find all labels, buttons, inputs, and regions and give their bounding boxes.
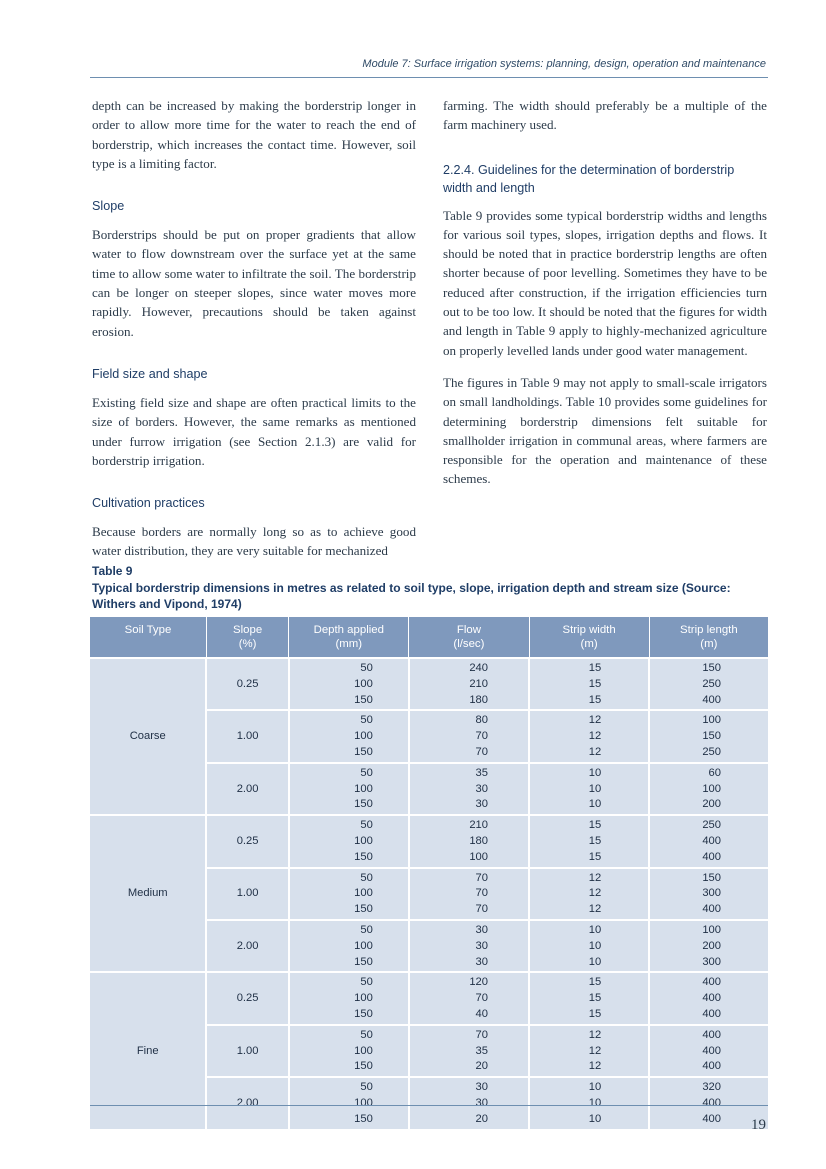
strip-length-cell-value: 400	[702, 1044, 721, 1057]
strip-width-cell-value: 10	[588, 939, 602, 952]
depth-cell-value: 150	[354, 955, 373, 968]
flow-cell-value: 120	[469, 976, 488, 989]
depth-cell-value: 150	[354, 1060, 373, 1073]
depth-cell-value: 50	[360, 1028, 373, 1041]
flow-cell-value: 30	[475, 798, 488, 811]
soil-type-cell: Medium	[90, 815, 206, 972]
strip-width-cell-value: 10	[588, 766, 602, 779]
strip-length-cell-value: 100	[702, 714, 721, 727]
strip-length-cell	[649, 658, 768, 710]
flow-cell-value: 70	[475, 1028, 488, 1041]
flow-cell-value: 30	[475, 1096, 488, 1109]
flow-cell	[409, 1025, 529, 1077]
strip-length-cell-value: 250	[702, 677, 721, 690]
flow-cell	[409, 868, 529, 920]
flow-cell-value: 80	[475, 714, 488, 727]
strip-length-cell-value: 300	[702, 887, 721, 900]
depth-cell-value: 100	[354, 834, 373, 847]
strip-width-cell-value: 10	[588, 1096, 602, 1109]
strip-width-cell-value: 12	[588, 745, 602, 758]
flow-cell-value: 30	[475, 1081, 488, 1094]
strip-length-cell-value: 250	[702, 745, 721, 758]
table-title: Typical borderstrip dimensions in metres as related to soil type, slope, irrigation depth and stream size (Source: Withers and Vipond, 1974)	[92, 581, 731, 611]
strip-length-cell-value: 200	[702, 939, 721, 952]
slope-cell: 0.25	[206, 815, 288, 867]
depth-cell	[289, 1077, 409, 1128]
strip-width-cell-value: 12	[588, 871, 602, 884]
strip-width-cell-value: 15	[588, 992, 602, 1005]
slope-cell: 0.25	[206, 658, 288, 710]
strip-length-cell	[649, 1025, 768, 1077]
header-soil-type: Soil Type	[90, 617, 206, 658]
depth-cell-value: 100	[354, 782, 373, 795]
cultivation-paragraph: Because borders are normally long so as to achieve good water distribution, they are very suitable for mechanized	[92, 524, 416, 559]
strip-length-cell	[649, 920, 768, 972]
depth-cell-value: 50	[360, 923, 373, 936]
strip-length-cell-value: 400	[702, 992, 721, 1005]
table-label: Table 9	[92, 564, 133, 578]
field-size-heading: Field size and shape	[92, 366, 208, 381]
slope-heading: Slope	[92, 199, 125, 214]
strip-length-cell	[649, 972, 768, 1024]
table-row	[90, 972, 768, 1024]
strip-width-cell-value: 15	[588, 662, 602, 674]
table-caption	[92, 563, 772, 612]
flow-cell	[409, 710, 529, 762]
strip-length-cell	[649, 710, 768, 762]
soil-type-cell: Coarse	[90, 658, 206, 815]
depth-cell-value: 50	[360, 819, 373, 832]
depth-cell-value: 50	[360, 714, 373, 727]
depth-cell-value: 50	[360, 976, 373, 989]
slope-cell: 2.00	[206, 1077, 288, 1128]
flow-cell-value: 210	[469, 819, 488, 832]
flow-cell-value: 180	[469, 693, 488, 706]
strip-length-cell-value: 320	[702, 1081, 721, 1094]
strip-length-cell-value: 100	[702, 782, 721, 795]
flow-cell-value: 70	[475, 871, 488, 884]
strip-length-cell-value: 300	[702, 955, 721, 968]
depth-cell-value: 150	[354, 745, 373, 758]
depth-cell-value: 100	[354, 992, 373, 1005]
strip-width-cell-value: 12	[588, 903, 602, 916]
flow-cell	[409, 972, 529, 1024]
depth-cell-value: 100	[354, 1044, 373, 1057]
borderstrip-table	[90, 617, 768, 1129]
depth-cell	[289, 972, 409, 1024]
strip-width-cell-value: 10	[588, 923, 602, 936]
strip-length-cell-value: 400	[702, 903, 721, 916]
depth-cell-value: 150	[354, 693, 373, 706]
strip-length-cell-value: 60	[708, 766, 721, 779]
table-header-row	[90, 617, 768, 658]
strip-width-cell-value: 15	[588, 693, 602, 706]
depth-cell	[289, 763, 409, 815]
soil-type-cell: Fine	[90, 972, 206, 1128]
header-slope: Slope (%)	[206, 617, 288, 658]
strip-length-cell-value: 400	[702, 1028, 721, 1041]
slope-cell: 1.00	[206, 1025, 288, 1077]
strip-width-cell-value: 10	[588, 1112, 602, 1125]
strip-width-cell	[529, 658, 649, 710]
depth-cell	[289, 710, 409, 762]
flow-cell-value: 30	[475, 939, 488, 952]
strip-width-cell-value: 12	[588, 1044, 602, 1057]
intro-paragraph: depth can be increased by making the borderstrip longer in order to allow more time for the water to reach the end of borderstrip, which increases the contact time. However, soil type is a limiting factor.	[92, 98, 416, 171]
flow-cell-value: 70	[475, 992, 488, 1005]
strip-width-cell-value: 12	[588, 1060, 602, 1073]
field-size-paragraph: Existing field size and shape are often practical limits to the size of borders. However, the same remarks as mentioned under furrow irrigation (see Section 2.1.3) are valid for borderstrip irrigation.	[92, 394, 416, 468]
flow-cell-value: 35	[475, 1044, 488, 1057]
depth-cell-value: 50	[360, 662, 373, 674]
strip-length-cell	[649, 868, 768, 920]
depth-cell	[289, 868, 409, 920]
flow-cell-value: 240	[469, 662, 488, 674]
depth-cell	[289, 815, 409, 867]
flow-cell-value: 30	[475, 955, 488, 968]
flow-cell	[409, 815, 529, 867]
depth-cell-value: 150	[354, 1112, 373, 1125]
header-flow: Flow (l/sec)	[409, 617, 529, 658]
header-depth: Depth applied (mm)	[289, 617, 409, 658]
strip-width-cell-value: 15	[588, 677, 602, 690]
depth-cell-value: 100	[354, 730, 373, 743]
strip-length-cell	[649, 763, 768, 815]
strip-length-cell-value: 400	[702, 1060, 721, 1073]
strip-length-cell-value: 400	[702, 834, 721, 847]
strip-length-cell-value: 400	[702, 1112, 721, 1125]
flow-cell-value: 70	[475, 903, 488, 916]
flow-cell	[409, 658, 529, 710]
flow-cell-value: 180	[469, 834, 488, 847]
depth-cell-value: 50	[360, 871, 373, 884]
flow-cell-value: 20	[475, 1112, 488, 1125]
flow-cell-value: 70	[475, 887, 488, 900]
guidelines-paragraph-2: The figures in Table 9 may not apply to small-scale irrigators on small landholdings. Table 10 provides some guidelines for determining borderstrip dimensions felt suitable for smallholder irrigation in communal areas, where farmers are responsible for the operation and maintenance of these schemes.	[443, 374, 767, 487]
running-header: Module 7: Surface irrigation systems: planning, design, operation and maintenance	[362, 58, 766, 70]
strip-width-cell-value: 10	[588, 955, 602, 968]
strip-width-cell-value: 10	[588, 1081, 602, 1094]
strip-length-cell-value: 200	[702, 798, 721, 811]
depth-cell	[289, 658, 409, 710]
strip-width-cell	[529, 815, 649, 867]
flow-cell-value: 30	[475, 782, 488, 795]
slope-cell: 1.00	[206, 868, 288, 920]
strip-length-cell-value: 400	[702, 976, 721, 989]
right-column	[443, 96, 767, 502]
strip-length-cell-value: 150	[702, 871, 721, 884]
table-body	[90, 658, 768, 1129]
header-rule	[90, 77, 768, 78]
slope-paragraph: Borderstrips should be put on proper gradients that allow water to flow downstream over the surface yet at the same time to allow some water to infiltrate the soil. The borderstrip can be longer on steeper slopes, since water moves more rapidly. However, precautions should be taken against erosion.	[92, 227, 416, 339]
strip-length-cell-value: 400	[702, 693, 721, 706]
strip-width-cell-value: 10	[588, 782, 602, 795]
slope-cell: 2.00	[206, 920, 288, 972]
guidelines-paragraph-1: Table 9 provides some typical borderstrip widths and lengths for various soil types, slopes, irrigation depths and flows. It should be noted that in practice borderstrip lengths are often shorter because of poor levelling. Sometimes they have to be reduced after construction, if the irrigation efficiencies turn out to be too low. It should be noted that the figures for width and length in Table 9 apply to highly-mechanized agriculture on properly levelled lands under good water management.	[443, 207, 767, 358]
flow-cell	[409, 1077, 529, 1128]
strip-width-cell-value: 10	[588, 798, 602, 811]
flow-cell	[409, 920, 529, 972]
strip-width-cell-value: 15	[588, 976, 602, 989]
depth-cell-value: 100	[354, 1096, 373, 1109]
strip-length-cell	[649, 815, 768, 867]
table-row	[90, 815, 768, 867]
header-strip-width: Strip width (m)	[529, 617, 649, 658]
flow-cell	[409, 763, 529, 815]
depth-cell-value: 150	[354, 903, 373, 916]
flow-cell-value: 40	[475, 1007, 488, 1020]
slope-cell: 1.00	[206, 710, 288, 762]
flow-cell-value: 70	[475, 730, 488, 743]
strip-width-cell-value: 12	[588, 887, 602, 900]
strip-width-cell	[529, 710, 649, 762]
strip-length-cell-value: 250	[702, 819, 721, 832]
strip-width-cell-value: 15	[588, 834, 602, 847]
flow-cell-value: 100	[469, 850, 488, 863]
left-column	[92, 96, 416, 574]
strip-length-cell-value: 400	[702, 850, 721, 863]
depth-cell-value: 50	[360, 766, 373, 779]
depth-cell-value: 150	[354, 850, 373, 863]
flow-cell-value: 210	[469, 677, 488, 690]
depth-cell-value: 50	[360, 1081, 373, 1094]
strip-length-cell-value: 100	[702, 923, 721, 936]
flow-cell-value: 30	[475, 923, 488, 936]
cultivation-heading: Cultivation practices	[92, 496, 205, 511]
depth-cell-value: 100	[354, 677, 373, 690]
strip-length-cell-value: 400	[702, 1007, 721, 1020]
continuation-paragraph: farming. The width should preferably be a multiple of the farm machinery used.	[443, 98, 767, 133]
depth-cell-value: 100	[354, 887, 373, 900]
slope-cell: 2.00	[206, 763, 288, 815]
strip-width-cell	[529, 972, 649, 1024]
strip-width-cell-value: 12	[588, 730, 602, 743]
section-heading: 2.2.4. Guidelines for the determination of borderstrip width and length	[443, 162, 735, 195]
strip-length-cell-value: 400	[702, 1096, 721, 1109]
strip-width-cell-value: 15	[588, 850, 602, 863]
strip-width-cell	[529, 763, 649, 815]
slope-cell: 0.25	[206, 972, 288, 1024]
flow-cell-value: 70	[475, 745, 488, 758]
depth-cell	[289, 1025, 409, 1077]
strip-width-cell	[529, 868, 649, 920]
header-strip-length: Strip length (m)	[649, 617, 768, 658]
strip-width-cell-value: 15	[588, 819, 602, 832]
flow-cell-value: 20	[475, 1060, 488, 1073]
strip-length-cell-value: 150	[702, 730, 721, 743]
depth-cell-value: 100	[354, 939, 373, 952]
strip-width-cell	[529, 920, 649, 972]
depth-cell-value: 150	[354, 1007, 373, 1020]
flow-cell-value: 35	[475, 766, 488, 779]
depth-cell-value: 150	[354, 798, 373, 811]
strip-length-cell-value: 150	[702, 662, 721, 674]
strip-width-cell-value: 12	[588, 1028, 602, 1041]
strip-width-cell	[529, 1025, 649, 1077]
depth-cell	[289, 920, 409, 972]
strip-width-cell-value: 12	[588, 714, 602, 727]
table-row	[90, 658, 768, 710]
footer-rule	[90, 1105, 768, 1106]
page-number: 19	[751, 1117, 766, 1133]
strip-width-cell	[529, 1077, 649, 1128]
strip-width-cell-value: 15	[588, 1007, 602, 1020]
